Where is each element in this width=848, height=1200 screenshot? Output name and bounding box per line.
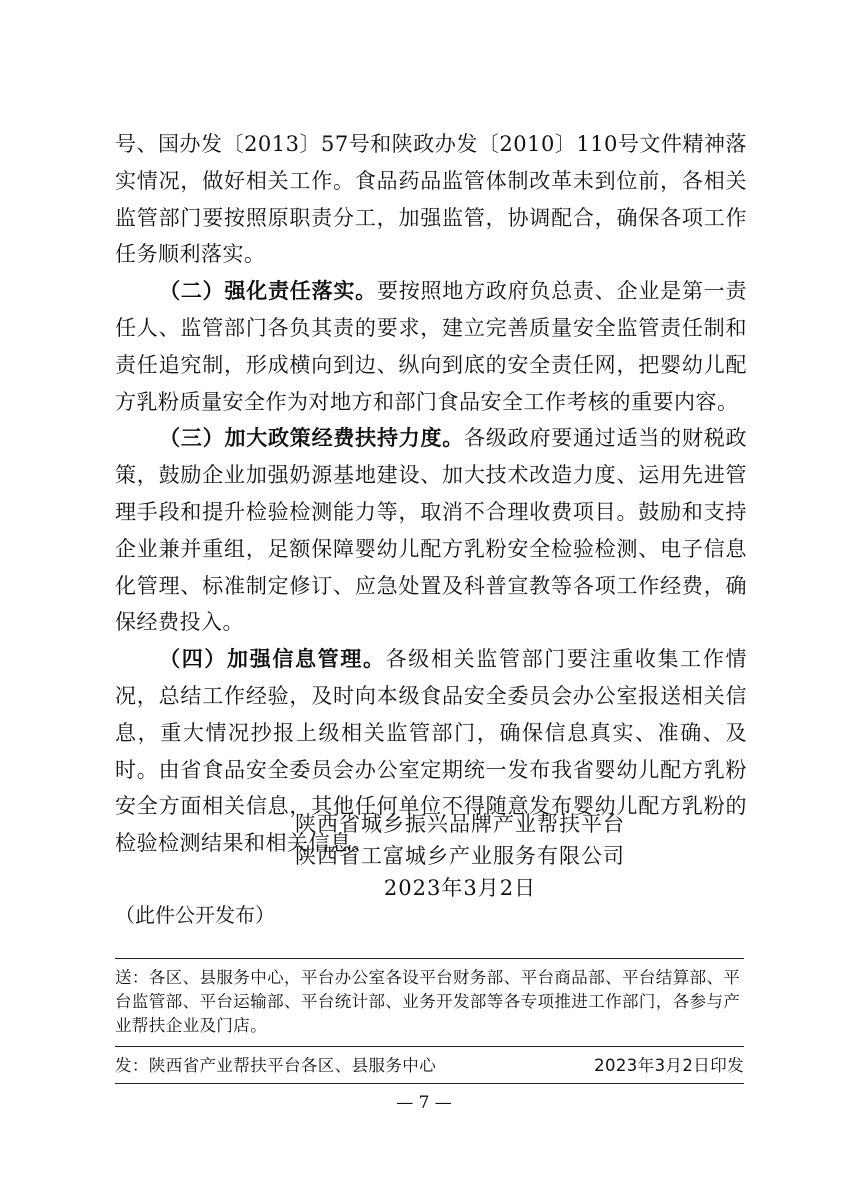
paragraph-text: 各级相关监管部门要注重收集工作情况，总结工作经验，及时向本级食品安全委员会办公室报送相关信息，重大情况抄报上级相关监管部门，确保信息真实、准确、及时。由省食品安全委员会办公室定期统一发布我省婴幼儿配方乳粉安全方面相关信息，其他任何单位不得随意发布婴幼儿配方乳粉的检验检测结果和相关信息。 [115, 647, 747, 856]
signature-org-1: 陕西省城乡振兴品牌产业帮扶平台 [295, 812, 625, 836]
paragraph-heading: （四）加强信息管理。 [159, 647, 386, 672]
issue-date: 2023年3月2日印发 [594, 1056, 744, 1075]
body-text [115, 126, 747, 862]
footer-bottom-rule [115, 1083, 744, 1084]
paragraph-text: 号、国办发〔2013〕57号和陕政办发〔2010〕110号文件精神落实情况，做好相关工作。食品药品监管体制改革未到位前，各相关监管部门要按照原职责分工，加强监管，协调配合，确保各项工作任务顺利落实。 [115, 132, 747, 267]
page-number: — 7 — [396, 1093, 452, 1113]
issued-by: 发：陕西省产业帮扶平台各区、县服务中心 [115, 1056, 437, 1075]
publish-note: （此件公开发布） [115, 903, 275, 927]
distribution-list: 送：各区、县服务中心，平台办公室各设平台财务部、平台商品部、平台结算部、平台监管部、平台运输部、平台统计部、业务开发部等各专项推进工作部门，各参与产业帮扶企业及门店。 [115, 968, 741, 1035]
paragraph-text: 要按照地方政府负总责、企业是第一责任人、监管部门各负其责的要求，建立完善质量安全监管责任制和责任追究制，形成横向到边、纵向到底的安全责任网，把婴幼儿配方乳粉质量安全作为对地方和部门食品安全工作考核的重要内容。 [115, 279, 748, 414]
paragraph-continued [115, 126, 747, 273]
paragraph-heading: （三）加大政策经费扶持力度。 [159, 426, 465, 451]
paragraph-text: 各级政府要通过适当的财税政策，鼓励企业加强奶源基地建设、加大技术改造力度、运用先进管理手段和提升检验检测能力等，取消不合理收费项目。鼓励和支持企业兼并重组，足额保障婴幼儿配方乳粉安全检验检测、电子信息化管理、标准制定修订、应急处置及科普宣教等各项工作经费，确保经费投入。 [115, 426, 748, 635]
paragraph-responsibility [115, 273, 747, 420]
paragraph-heading: （二）强化责任落实。 [159, 279, 377, 304]
signature-date: 2023年3月2日 [383, 876, 537, 900]
signature-org-2: 陕西省工富城乡产业服务有限公司 [295, 844, 625, 868]
paragraph-funding [115, 420, 747, 641]
issue-line [115, 1054, 744, 1078]
footer-top-rule [115, 958, 744, 959]
footer-middle-rule [115, 1046, 744, 1047]
